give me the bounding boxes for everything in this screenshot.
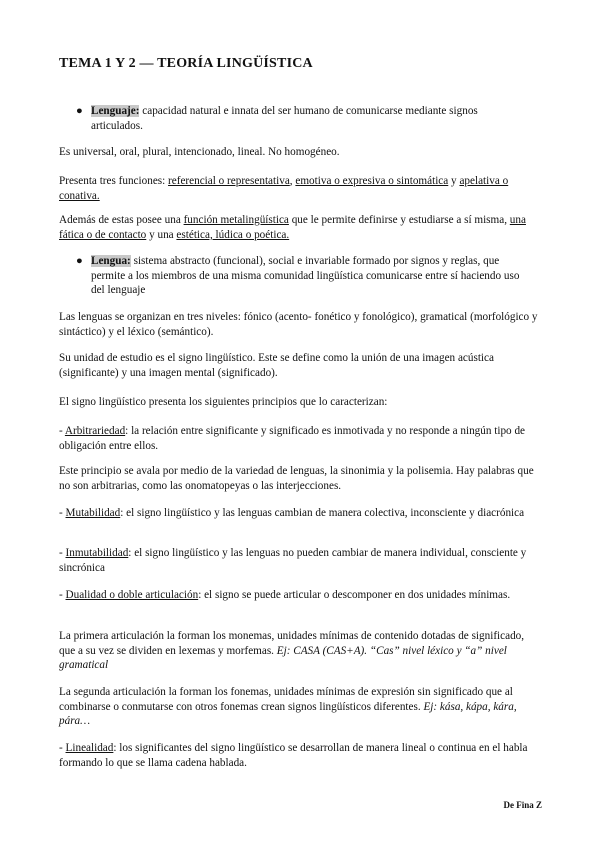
- paragraph-sign: Su unidad de estudio es el signo lingüístico. Este se define como la unión de una imagen acústica (significante) y una imagen mental (significado).: [59, 352, 494, 379]
- paragraph-characteristics: Es universal, oral, plural, intencionado, lineal. No homogéneo.: [59, 146, 340, 158]
- first-articulation-example: Ej: CASA (CAS+A). “Cas” nivel léxico y “a” nivel gramatical: [59, 644, 507, 671]
- principle-mutabilidad: [59, 506, 541, 521]
- more-functions-intro: Además de estas posee una: [59, 214, 184, 226]
- term-dualidad: Dualidad o doble articulación: [65, 589, 199, 601]
- function-estetica: estética, lúdica o poética.: [176, 228, 290, 241]
- text-inmutabilidad: : el signo lingüístico y las lenguas no pueden cambiar de manera individual, consciente y sincrónica: [59, 547, 527, 574]
- function-fatica: una fática o de contacto: [59, 214, 526, 241]
- principle-arbitrariedad: [59, 424, 541, 453]
- text-linealidad: : los significantes del signo lingüístico se desarrollan de manera lineal o continua en el habla formando lo que se llama cadena hablada.: [59, 742, 528, 769]
- definition-lengua: sistema abstracto (funcional), social e invariable formado por signos y reglas, que permite a los miembros de una misma comunidad lingüística comunicarse entre sí haciendo uso del lenguaje: [91, 255, 520, 296]
- text-dualidad: : el signo se puede articular o descomponer en dos unidades mínimas.: [198, 589, 511, 601]
- term-lenguaje: Lenguaje:: [91, 105, 140, 117]
- paragraph-arbitrariedad-proof: Este principio se avala por medio de la variedad de lenguas, la sinonimia y la polisemia. Hay palabras que no son arbitrarias, como las onomatopeyas o las interjecciones.: [59, 465, 534, 492]
- text-arbitrariedad: : la relación entre significante y significado es inmotivada y no responde a ningún tipo de obligación entre ellos.: [59, 425, 526, 452]
- paragraph-more-functions: [59, 213, 541, 242]
- principle-inmutabilidad: [59, 546, 541, 575]
- term-inmutabilidad: Inmutabilidad: [65, 547, 129, 559]
- principle-linealidad: [59, 741, 541, 770]
- dash: -: [59, 507, 66, 519]
- dash: -: [59, 589, 66, 601]
- function-emotiva: emotiva o expresiva o sintomática: [295, 175, 449, 187]
- second-articulation-example: Ej: kása, kápa, kára, pára…: [59, 700, 517, 727]
- function-apelativa: apelativa o conativa.: [59, 175, 509, 202]
- term-mutabilidad: Mutabilidad: [65, 507, 121, 519]
- paragraph-first-articulation: [59, 629, 541, 673]
- dash: -: [59, 742, 66, 754]
- bullet-dot-icon: ●: [76, 105, 83, 117]
- second-articulation-text: La segunda articulación la forman los fonemas, unidades mínimas de expresión sin significado que al combinarse o conmutarse con otros fonemas crean signos lingüísticos diferentes.: [59, 686, 513, 713]
- paragraph-levels: Las lenguas se organizan en tres niveles: fónico (acento- fonético y fonológico), gramatical (morfológico y sintáctico) y el léxico (semántico).: [59, 311, 538, 338]
- function-referencial: referencial o representativa: [168, 175, 290, 187]
- term-linealidad: Linealidad: [65, 742, 114, 754]
- function-metalinguistica: función metalingüística: [183, 214, 289, 226]
- paragraph-second-articulation: [59, 685, 541, 729]
- author-footer: De Fina Z: [503, 800, 542, 810]
- definition-lenguaje: capacidad natural e innata del ser humano de comunicarse mediante signos articulados.: [91, 105, 478, 132]
- text-mutabilidad: : el signo lingüístico y las lenguas cambian de manera colectiva, inconsciente y diacrónica: [120, 507, 525, 519]
- first-articulation-text: La primera articulación la forman los monemas, unidades mínimas de contenido dotadas de significado, que a su vez se dividen en lexemas y morfemas.: [59, 630, 525, 657]
- separator: ,: [289, 175, 296, 187]
- more-functions-text: que le permite definirse y estudiarse a sí misma,: [288, 214, 510, 226]
- dash: -: [59, 547, 66, 559]
- principle-dualidad: [59, 588, 541, 603]
- term-arbitrariedad: Arbitrariedad: [64, 425, 126, 437]
- functions-intro: Presenta tres funciones:: [59, 175, 169, 187]
- document-title: TEMA 1 Y 2 — TEORÍA LINGÜÍSTICA: [59, 56, 313, 71]
- dash: -: [59, 425, 65, 437]
- bullet-dot-icon: ●: [76, 255, 83, 267]
- term-lengua: Lengua:: [91, 255, 131, 267]
- paragraph-functions: [59, 174, 541, 203]
- separator: y: [448, 175, 460, 187]
- separator: y una: [146, 228, 177, 241]
- paragraph-principles: El signo lingüístico presenta los siguientes principios que lo caracterizan:: [59, 396, 388, 408]
